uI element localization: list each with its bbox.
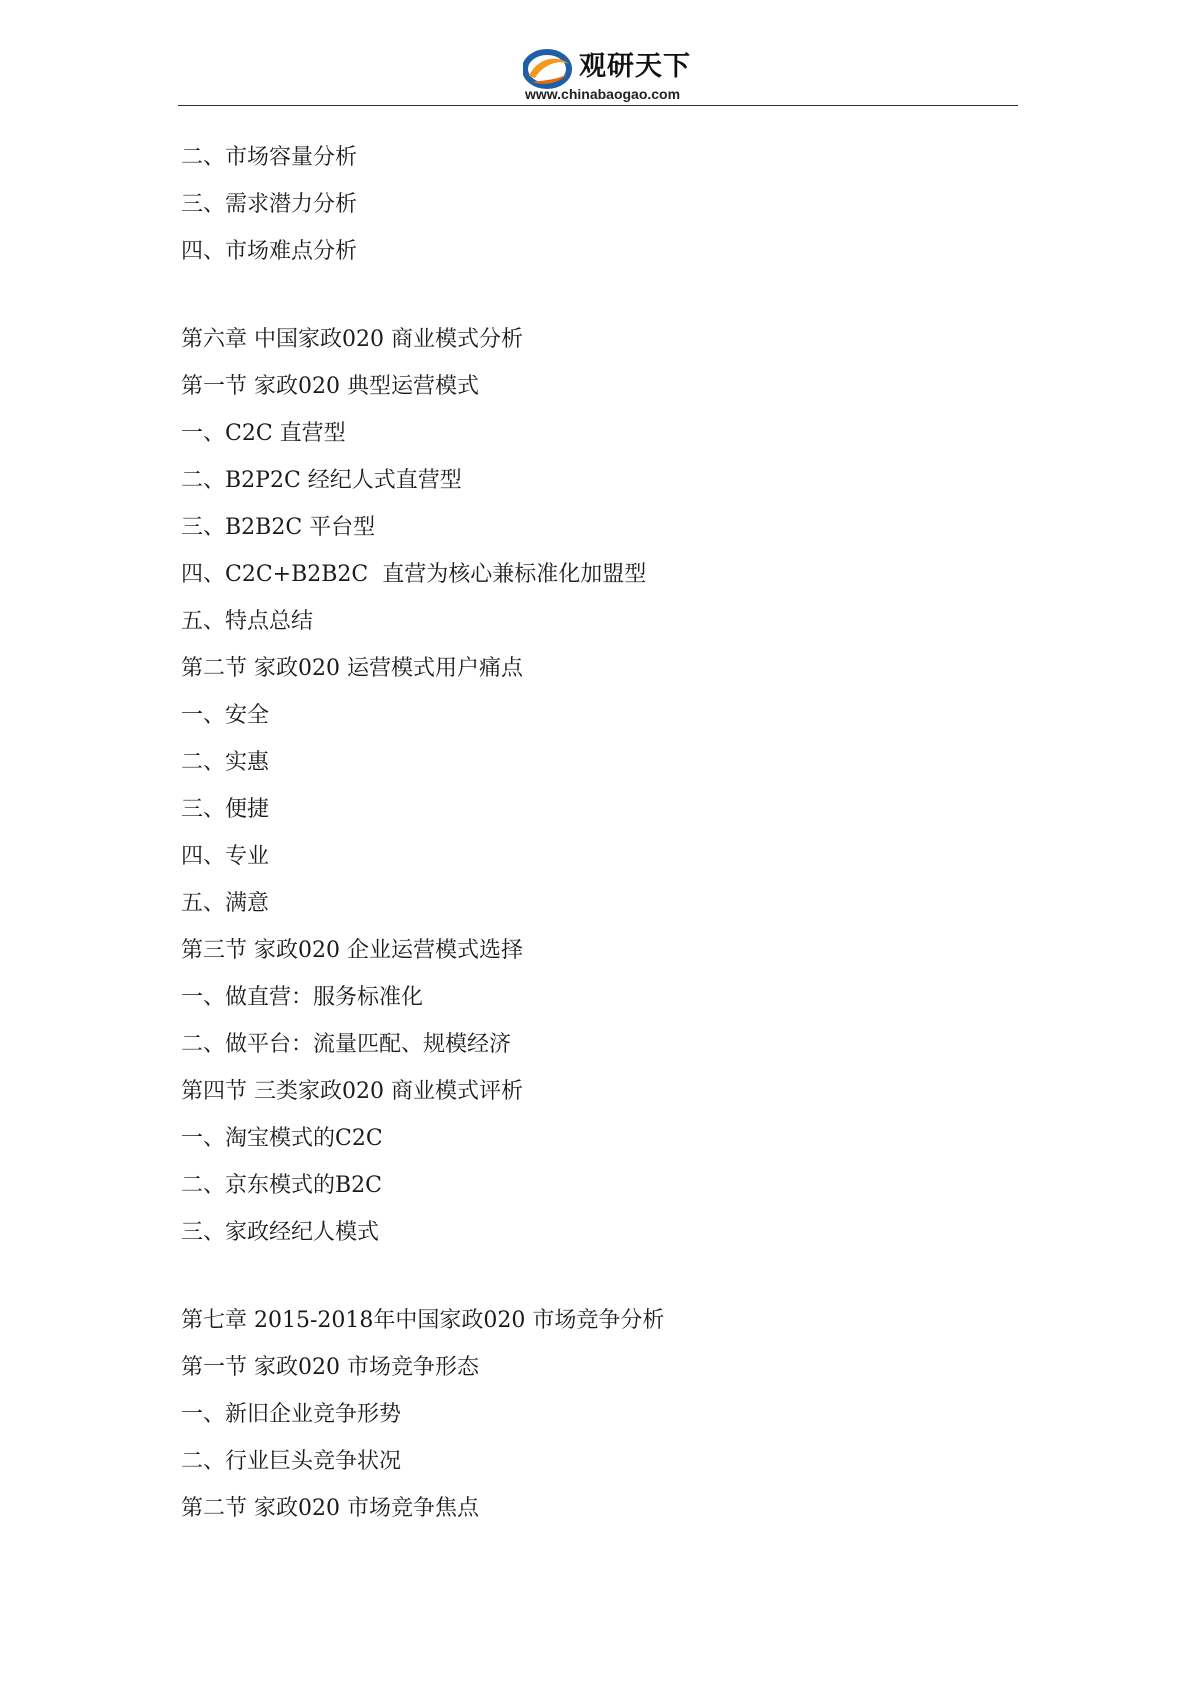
toc-entry: 三、便捷	[181, 797, 270, 822]
logo-swirl-icon	[523, 48, 573, 90]
toc-entry: 一、做直营：服务标准化	[181, 985, 424, 1010]
toc-entry: 一、安全	[181, 703, 270, 728]
toc-spacer	[181, 1256, 664, 1297]
toc-entry: 二、京东模式的B2C	[181, 1173, 382, 1198]
toc-entry: 二、实惠	[181, 750, 270, 775]
toc-entry: 二、市场容量分析	[181, 145, 358, 170]
toc-entry: 第二节 家政020 市场竞争焦点	[181, 1496, 479, 1521]
toc-entry: 一、新旧企业竞争形势	[181, 1402, 402, 1427]
toc-entry: 四、C2C+B2B2C 直营为核心兼标准化加盟型	[181, 562, 647, 587]
toc-entry: 五、特点总结	[181, 609, 314, 634]
table-of-contents	[181, 134, 664, 1532]
toc-entry: 第一节 家政020 典型运营模式	[181, 374, 479, 399]
logo-name: 观研天下	[579, 51, 691, 82]
toc-entry: 三、家政经纪人模式	[181, 1220, 380, 1245]
header-divider	[178, 105, 1018, 106]
logo-url: www.chinabaogao.com	[525, 86, 681, 102]
toc-spacer	[181, 275, 664, 316]
toc-entry: 五、满意	[181, 891, 270, 916]
toc-entry: 二、行业巨头竞争状况	[181, 1449, 402, 1474]
page-header	[0, 0, 1192, 110]
toc-entry: 第一节 家政020 市场竞争形态	[181, 1355, 479, 1380]
toc-entry: 二、做平台：流量匹配、规模经济	[181, 1032, 512, 1057]
toc-entry: 第六章 中国家政020 商业模式分析	[181, 327, 523, 352]
toc-entry: 第三节 家政020 企业运营模式选择	[181, 938, 523, 963]
toc-entry: 第二节 家政020 运营模式用户痛点	[181, 656, 523, 681]
toc-entry: 二、B2P2C 经纪人式直营型	[181, 468, 462, 493]
toc-entry: 一、C2C 直营型	[181, 421, 346, 446]
toc-entry: 三、B2B2C 平台型	[181, 515, 376, 540]
toc-entry: 第七章 2015-2018年中国家政020 市场竞争分析	[181, 1308, 665, 1333]
toc-entry: 一、淘宝模式的C2C	[181, 1126, 383, 1151]
toc-entry: 第四节 三类家政020 商业模式评析	[181, 1079, 523, 1104]
toc-entry: 四、专业	[181, 844, 270, 869]
toc-entry: 三、需求潜力分析	[181, 192, 358, 217]
company-logo	[523, 44, 708, 104]
toc-entry: 四、市场难点分析	[181, 239, 358, 264]
